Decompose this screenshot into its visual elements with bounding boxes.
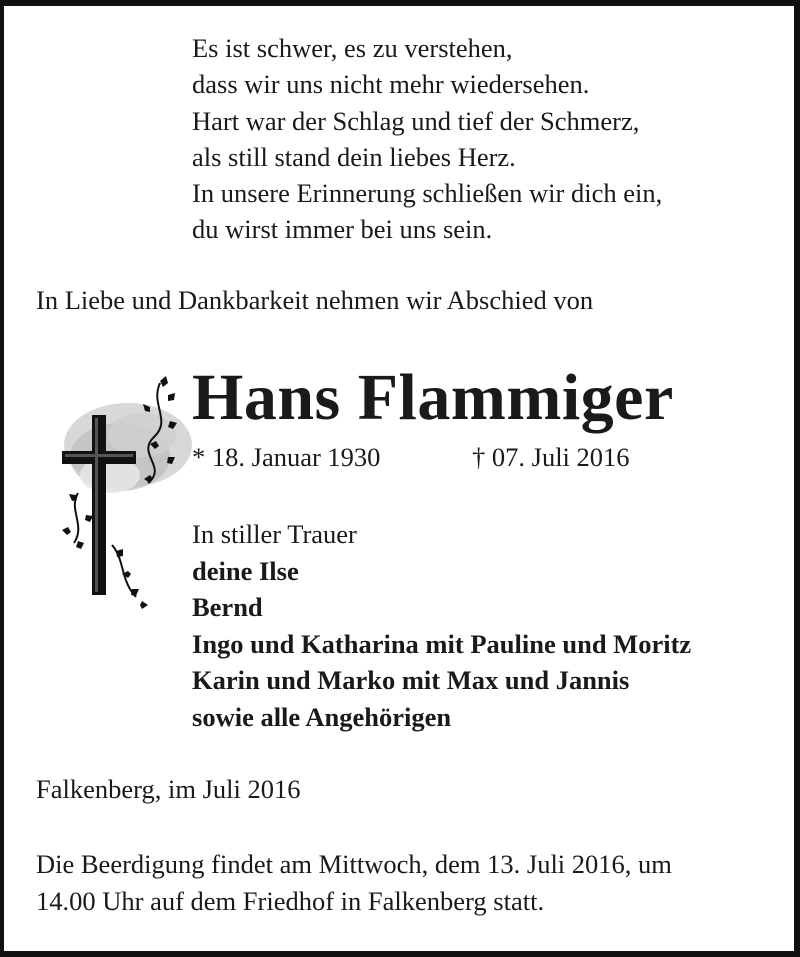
deceased-name: Hans Flammiger	[192, 361, 674, 434]
poem-line: Hart war der Schlag und tief der Schmerz,	[192, 105, 640, 136]
birth-date: * 18. Januar 1930	[192, 442, 381, 472]
poem-line: In unsere Erinnerung schließen wir dich ein,	[192, 178, 663, 209]
mourner-name: Ingo und Katharina mit Pauline und Moritz	[192, 628, 692, 659]
funeral-line: Die Beerdigung findet am Mittwoch, dem 13. Juli 2016, um	[36, 849, 672, 879]
funeral-info	[36, 846, 672, 919]
mourners-heading: In stiller Trauer	[192, 519, 357, 549]
poem-line: Es ist schwer, es zu verstehen,	[192, 33, 513, 63]
life-dates	[192, 442, 630, 473]
cross-with-ivy-icon	[50, 375, 200, 610]
mourner-name: Bernd	[192, 592, 263, 622]
funeral-line: 14.00 Uhr auf dem Friedhof in Falkenberg statt.	[36, 885, 545, 916]
farewell-intro: In Liebe und Dankbarkeit nehmen wir Abschied von	[36, 285, 594, 315]
poem-line: du wirst immer bei uns sein.	[192, 214, 493, 245]
poem-line: dass wir uns nicht mehr wiedersehen.	[192, 69, 590, 100]
place-date: Falkenberg, im Juli 2016	[36, 774, 301, 804]
mourner-name: sowie alle Angehörigen	[192, 701, 452, 732]
poem-line: als still stand dein liebes Herz.	[192, 141, 516, 172]
death-date: † 07. Juli 2016	[472, 442, 630, 472]
poem	[192, 30, 662, 248]
mourner-name: Karin und Marko mit Max und Jannis	[192, 665, 630, 695]
mourners-list	[192, 516, 691, 735]
mourner-name: deine Ilse	[192, 555, 299, 586]
